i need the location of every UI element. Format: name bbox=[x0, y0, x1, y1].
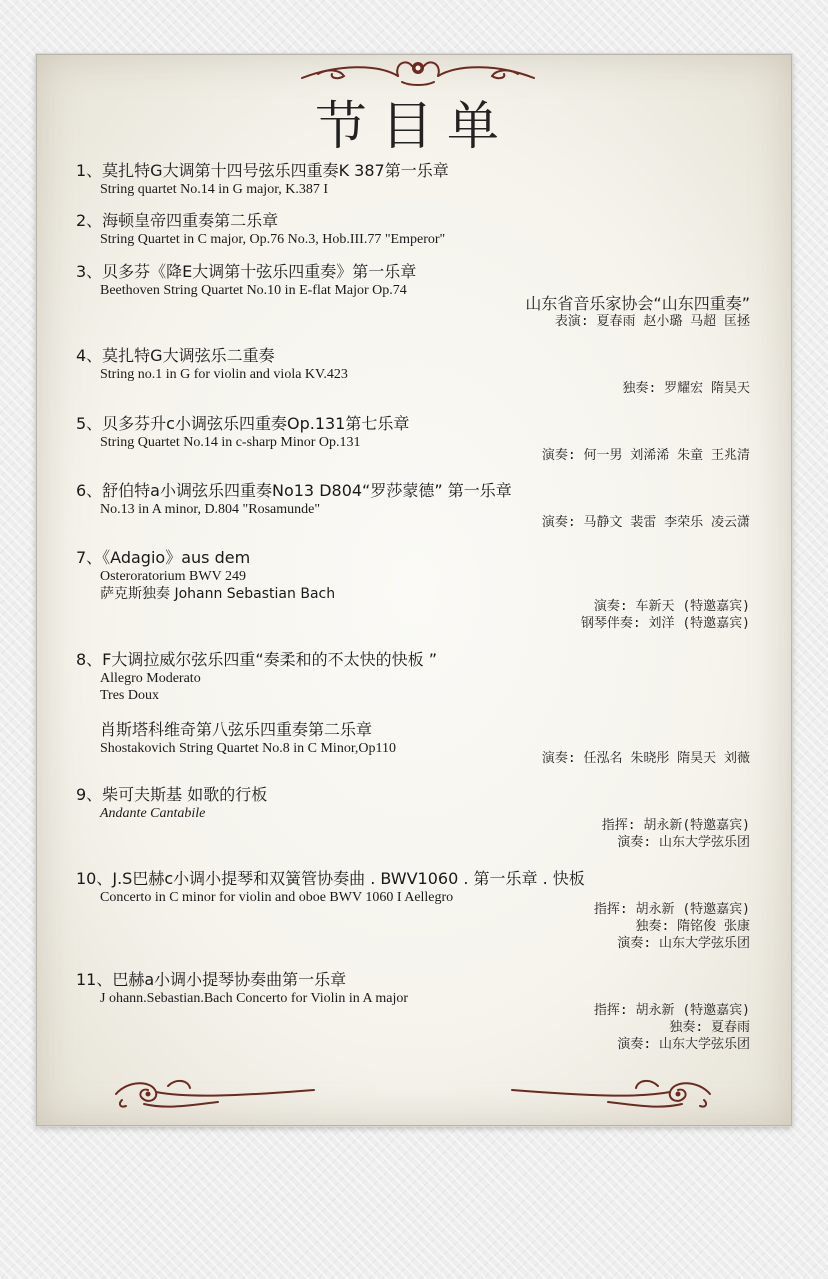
item-title-en: Andante Cantabile bbox=[100, 806, 206, 821]
performer-line: 独奏: 罗耀宏 隋昊天 bbox=[622, 381, 750, 396]
item-title-zh: 肖斯塔科维奇第八弦乐四重奏第二乐章 bbox=[100, 720, 373, 739]
program-item-1 bbox=[76, 161, 756, 198]
performer-line: 演奏: 任泓名 朱晓彤 隋昊天 刘薇 bbox=[541, 751, 750, 766]
program-item-6 bbox=[76, 481, 756, 518]
item-title-zh: 5、贝多芬升c小调弦乐四重奏Op.131第七乐章 bbox=[76, 414, 410, 433]
item-movement: Allegro Moderato bbox=[100, 671, 201, 686]
performer-org: 山东省音乐家协会“山东四重奏” bbox=[525, 294, 750, 313]
program-item-5 bbox=[76, 414, 756, 451]
performer-line: 指挥: 胡永新 (特邀嘉宾) bbox=[593, 1003, 750, 1018]
performer-line: 演奏: 山东大学弦乐团 bbox=[617, 835, 750, 850]
program-item-7 bbox=[76, 548, 756, 604]
program-item-8 bbox=[76, 650, 756, 757]
item-title-en: Osteroratorium BWV 249 bbox=[100, 569, 246, 584]
performer-line: 表演: 夏春雨 赵小璐 马超 匡拯 bbox=[554, 314, 750, 329]
program-item-4 bbox=[76, 346, 756, 383]
item-title-en: Beethoven String Quartet No.10 in E-flat Major Op.74 bbox=[100, 283, 407, 298]
page-title: 节目单 bbox=[314, 97, 513, 157]
item-title-zh: 10、J.S巴赫c小调小提琴和双簧管协奏曲 . BWV1060 . 第一乐章 . 快板 bbox=[76, 869, 585, 888]
program-item-2 bbox=[76, 211, 756, 248]
item-title-en: String Quartet No.14 in c-sharp Minor Op.131 bbox=[100, 435, 361, 450]
scroll-ornament-icon bbox=[108, 1074, 318, 1114]
performer-line: 指挥: 胡永新(特邀嘉宾) bbox=[601, 818, 750, 833]
item-subtitle-zh: 萨克斯独奏 Johann Sebastian Bach bbox=[100, 586, 336, 602]
item-title-zh: 2、海顿皇帝四重奏第二乐章 bbox=[76, 211, 279, 230]
performer-line: 指挥: 胡永新 (特邀嘉宾) bbox=[593, 902, 750, 917]
item-title-en: No.13 in A minor, D.804 "Rosamunde" bbox=[100, 502, 321, 517]
performer-line: 演奏: 车新天 (特邀嘉宾) bbox=[593, 599, 750, 614]
performer-line: 演奏: 何一男 刘浠浠 朱童 王兆清 bbox=[541, 448, 750, 463]
item-title-en: String quartet No.14 in G major, K.387 I bbox=[100, 182, 329, 197]
item-title-zh: 9、柴可夫斯基 如歌的行板 bbox=[76, 785, 268, 804]
performer-line: 独奏: 隋铭俊 张康 bbox=[635, 919, 750, 934]
item-title-zh: 1、莫扎特G大调第十四号弦乐四重奏K 387第一乐章 bbox=[76, 161, 449, 180]
item-title-zh: 11、巴赫a小调小提琴协奏曲第一乐章 bbox=[76, 970, 347, 989]
item-title-en: J ohann.Sebastian.Bach Concerto for Violin in A major bbox=[100, 991, 409, 1006]
item-title-en: Shostakovich String Quartet No.8 in C Minor,Op110 bbox=[100, 741, 397, 756]
item-title-en: String no.1 in G for violin and viola KV.423 bbox=[100, 367, 348, 382]
scroll-ornament-icon bbox=[508, 1074, 718, 1114]
item-title-zh: 6、舒伯特a小调弦乐四重奏No13 D804“罗莎蒙德” 第一乐章 bbox=[76, 481, 512, 500]
item-title-zh: 4、莫扎特G大调弦乐二重奏 bbox=[76, 346, 275, 365]
performer-line: 独奏: 夏春雨 bbox=[669, 1020, 750, 1035]
item-title-en: Concerto in C minor for violin and oboe BWV 1060 I Aellegro bbox=[100, 890, 454, 905]
item-title-zh: 8、F大调拉威尔弦乐四重“奏柔和的不太快的快板 ” bbox=[76, 650, 438, 669]
performer-line: 演奏: 山东大学弦乐团 bbox=[617, 936, 750, 951]
item-title-zh: 7、《Adagio》aus dem bbox=[76, 548, 251, 567]
performer-line: 演奏: 马静文 裴雷 李荣乐 凌云潇 bbox=[541, 515, 750, 530]
performer-line: 钢琴伴奏: 刘洋 (特邀嘉宾) bbox=[580, 616, 750, 631]
performer-line: 演奏: 山东大学弦乐团 bbox=[617, 1037, 750, 1052]
item-title-en: String Quartet in C major, Op.76 No.3, Hob.III.77 "Emperor" bbox=[100, 232, 446, 247]
item-movement: Tres Doux bbox=[100, 688, 159, 703]
item-title-zh: 3、贝多芬《降E大调第十弦乐四重奏》第一乐章 bbox=[76, 262, 417, 281]
